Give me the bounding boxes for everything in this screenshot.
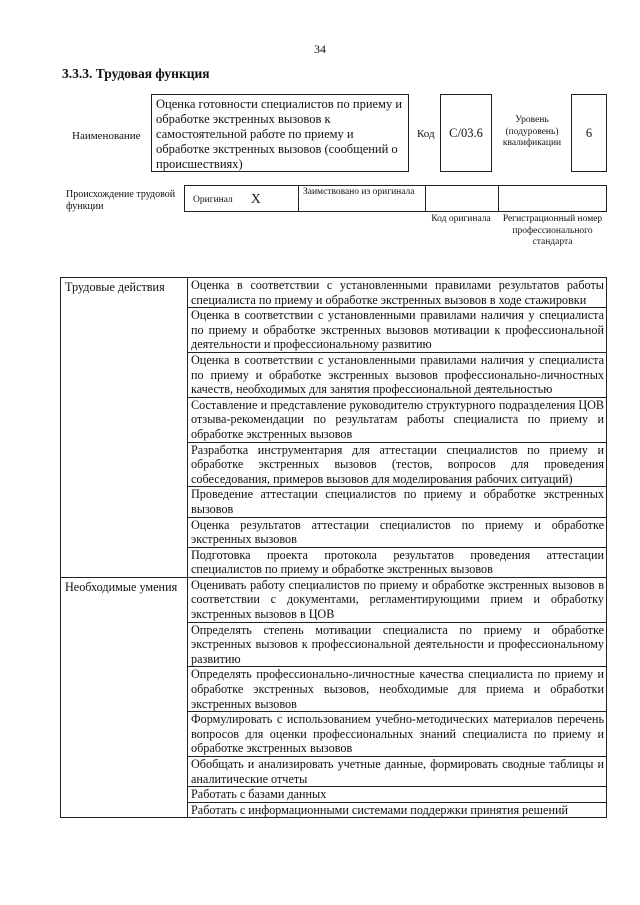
borrowed-label: Заимствовано из оригинала bbox=[303, 187, 415, 197]
table-cell: Оценка результатов аттестации специалистов по приему и обработке экстренных вызовов bbox=[188, 517, 607, 547]
origin-label: Происхождение трудовой функции bbox=[66, 189, 176, 212]
code-original-label: Код оригинала bbox=[431, 214, 491, 224]
level-value: 6 bbox=[585, 126, 593, 140]
labor-function-table bbox=[60, 277, 607, 818]
table-cell: Определять степень мотивации специалиста по приему и обработке экстренных вызовов к профессиональной деятельности и профессиональному развитию bbox=[188, 622, 607, 667]
reg-number-label: Регистрационный номер профессионального стандарта bbox=[502, 214, 603, 247]
section-title-skills: Необходимые умения bbox=[61, 577, 188, 818]
table-cell: Оценка в соответствии с установленными правилами результатов работы специалиста по приему и обработке экстренных вызовов в ходе стажировки bbox=[188, 278, 607, 308]
table-cell: Проведение аттестации специалистов по приему и обработке экстренных вызовов bbox=[188, 487, 607, 517]
table-cell: Работать с информационными системами поддержки принятия решений bbox=[188, 802, 607, 818]
table-cell: Обобщать и анализировать учетные данные, формировать сводные таблицы и аналитические отчеты bbox=[188, 757, 607, 787]
section-title-actions: Трудовые действия bbox=[61, 278, 188, 578]
table-cell: Оценка в соответствии с установленными правилами наличия у специалиста по приему и обработке экстренных вызовов профессионально-личностных качеств, необходимых для занятия профессиональной деятельностью bbox=[188, 352, 607, 397]
code-label: Код bbox=[417, 128, 435, 140]
level-label: Уровень (подуровень) квалификации bbox=[502, 115, 562, 148]
function-name: Оценка готовности специалистов по приему и обработке экстренных вызовов к самостоятельной работе по приему и обработке экстренных вызовов (сообщений о происшествиях) bbox=[156, 97, 403, 171]
table-cell: Составление и представление руководителю структурного подразделения ЦОВ отзыва-рекомендации по результатам работы специалиста по приему и обработке экстренных вызовов bbox=[188, 397, 607, 442]
table-cell: Оценивать работу специалистов по приему и обработке экстренных вызовов в соответствии с документами, регламентирующими прием и обработку экстренных вызовов в ЦОВ bbox=[188, 577, 607, 622]
table-cell: Разработка инструментария для аттестации специалистов по приему и обработке экстренных вызовов (тестов, вопросов для проведения собеседования, примеров вызовов для моделирования рабочих ситуаций) bbox=[188, 442, 607, 487]
table-cell: Подготовка проекта протокола результатов проведения аттестации специалистов по приему и обработке экстренных вызовов bbox=[188, 547, 607, 577]
origin-row bbox=[184, 185, 607, 212]
code-value-box bbox=[440, 94, 492, 172]
code-value: C/03.6 bbox=[449, 126, 483, 140]
table-cell: Работать с базами данных bbox=[188, 787, 607, 803]
name-label: Наименование bbox=[72, 130, 141, 142]
table-cell: Формулировать с использованием учебно-методических материалов перечень вопросов для оценки профессиональных знаний специалиста по приему и обработке экстренных вызовов bbox=[188, 712, 607, 757]
table-row bbox=[61, 577, 607, 622]
original-mark: X bbox=[251, 191, 261, 206]
original-label: Оригинал bbox=[193, 195, 233, 205]
table-row bbox=[61, 278, 607, 308]
section-heading: 3.3.3. Трудовая функция bbox=[62, 66, 210, 81]
function-name-box bbox=[151, 94, 409, 172]
page-number: 34 bbox=[314, 42, 326, 56]
level-value-box bbox=[571, 94, 607, 172]
table-cell: Определять профессионально-личностные качества специалиста по приему и обработке экстренных вызовов, необходимые для приема и обработки экстренных вызовов bbox=[188, 667, 607, 712]
table-cell: Оценка в соответствии с установленными правилами наличия у специалиста по приему и обработке экстренных вызовов мотивации к профессиональной деятельности и профессиональному развитию bbox=[188, 308, 607, 353]
